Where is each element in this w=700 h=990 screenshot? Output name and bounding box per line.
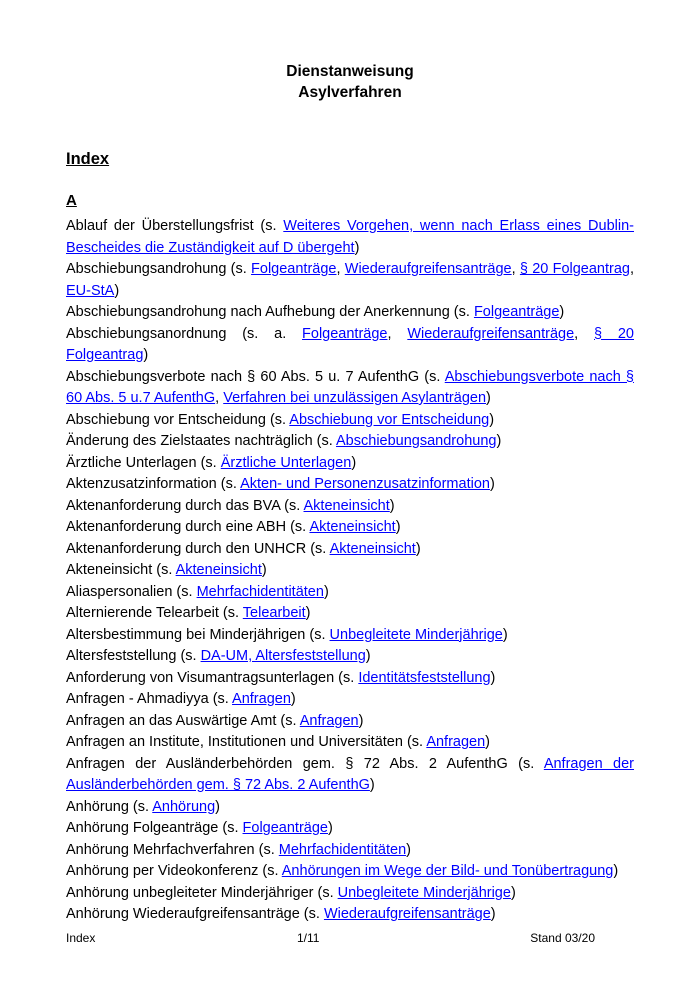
document-title-line1: Dienstanweisung bbox=[286, 63, 414, 80]
index-link[interactable]: Mehrfachidentitäten bbox=[278, 841, 407, 858]
entry-text: ) bbox=[489, 411, 495, 428]
entry-text: Anhörung Mehrfachverfahren (s. bbox=[66, 841, 279, 858]
index-link[interactable]: Abschiebung vor Entscheidung bbox=[289, 411, 490, 428]
entry-text: Aliaspersonalien (s. bbox=[66, 583, 197, 600]
index-link[interactable]: Anfragen bbox=[299, 712, 359, 729]
index-link[interactable]: Weiteres Vorgehen, wenn nach Erlass eines Dublin-Bescheides die Zuständigkeit auf D übergeht bbox=[66, 218, 634, 256]
entry-text: ) bbox=[510, 884, 516, 901]
index-link[interactable]: Anfragen bbox=[232, 691, 291, 707]
entry-text: Aktenanforderung durch das BVA (s. bbox=[66, 497, 304, 514]
index-link[interactable]: Unbegleitete Minderjährige bbox=[329, 626, 503, 643]
entry-text: Anfragen an das Auswärtige Amt (s. bbox=[66, 712, 300, 729]
index-link[interactable]: Wiederaufgreifensanträge bbox=[344, 261, 512, 277]
index-link[interactable]: Akteneinsicht bbox=[309, 519, 396, 535]
entry-text: ) bbox=[613, 863, 619, 879]
footer-section-label: Index bbox=[66, 931, 96, 945]
index-entry bbox=[66, 861, 634, 883]
entry-text: ) bbox=[389, 497, 395, 514]
entry-text: ) bbox=[261, 562, 267, 578]
index-link[interactable]: § 20 Folgeantrag bbox=[66, 325, 634, 363]
index-link[interactable]: EU-StA bbox=[66, 282, 115, 299]
page-content bbox=[66, 61, 634, 926]
index-entry bbox=[66, 410, 634, 432]
entry-text: Altersbestimmung bei Minderjährigen (s. bbox=[66, 626, 330, 643]
entry-text: ) bbox=[415, 540, 421, 557]
page-footer bbox=[66, 931, 634, 947]
entry-text: Ärztliche Unterlagen (s. bbox=[66, 454, 221, 471]
index-entry bbox=[66, 603, 634, 625]
document-title bbox=[66, 61, 634, 103]
entry-text: ) bbox=[365, 648, 371, 664]
index-link[interactable]: Akteneinsicht bbox=[175, 562, 262, 578]
entry-text: ) bbox=[323, 583, 329, 600]
entry-text: ) bbox=[327, 820, 333, 836]
entry-text: Abschiebungsandrohung (s. bbox=[66, 261, 252, 277]
index-link[interactable]: Mehrfachidentitäten bbox=[196, 583, 324, 600]
index-entries bbox=[66, 216, 634, 926]
entry-text: Anhörung (s. bbox=[66, 798, 153, 815]
entry-text: ) bbox=[358, 712, 364, 729]
entry-text: Anhörung Wiederaufgreifensanträge (s. bbox=[66, 906, 324, 922]
index-entry bbox=[66, 324, 634, 367]
index-entry bbox=[66, 732, 634, 754]
entry-text: Aktenzusatzinformation (s. bbox=[66, 476, 241, 492]
entry-text: Anhörung Folgeanträge (s. bbox=[66, 820, 243, 836]
index-link[interactable]: Akteneinsicht bbox=[303, 497, 390, 514]
entry-text: Abschiebung vor Entscheidung (s. bbox=[66, 411, 290, 428]
entry-text: ) bbox=[490, 906, 496, 922]
index-entry bbox=[66, 689, 634, 711]
index-link[interactable]: § 20 Folgeantrag bbox=[519, 261, 630, 277]
index-entry bbox=[66, 216, 634, 259]
index-entry bbox=[66, 517, 634, 539]
index-entry bbox=[66, 539, 634, 561]
index-entry bbox=[66, 582, 634, 604]
entry-text: , bbox=[574, 325, 594, 342]
index-link[interactable]: Anfragen der Ausländerbehörden gem. § 72 Abs. 2 AufenthG bbox=[66, 755, 634, 793]
index-link[interactable]: Folgeanträge bbox=[473, 304, 560, 320]
index-link[interactable]: Folgeanträge bbox=[242, 820, 328, 836]
entry-text: ) bbox=[406, 841, 411, 858]
index-link[interactable]: Akteneinsicht bbox=[329, 540, 416, 557]
entry-text: Abschiebungsandrohung nach Aufhebung der Anerkennung (s. bbox=[66, 304, 474, 320]
entry-text: ) bbox=[489, 476, 495, 492]
entry-text: Anhörung per Videokonferenz (s. bbox=[66, 863, 282, 879]
index-link[interactable]: Ärztliche Unterlagen bbox=[220, 454, 352, 471]
index-heading: Index bbox=[66, 150, 110, 168]
entry-text: ) bbox=[502, 626, 508, 643]
entry-text: ) bbox=[354, 239, 360, 256]
entry-text: Aktenanforderung durch den UNHCR (s. bbox=[66, 540, 330, 557]
index-entry bbox=[66, 840, 634, 862]
entry-text: ) bbox=[490, 669, 496, 686]
index-entry bbox=[66, 646, 634, 668]
index-entry bbox=[66, 496, 634, 518]
footer-page-number: 1/11 bbox=[297, 931, 320, 945]
entry-text: ) bbox=[369, 777, 375, 793]
entry-text: Altersfeststellung (s. bbox=[66, 648, 201, 664]
entry-text: ) bbox=[143, 347, 149, 363]
entry-text: Abschiebungsverbote nach § 60 Abs. 5 u. 7 AufenthG (s. bbox=[66, 368, 445, 385]
index-link[interactable]: Wiederaufgreifensanträge bbox=[407, 325, 575, 342]
index-entry bbox=[66, 754, 634, 797]
entry-text: ) bbox=[290, 691, 296, 707]
entry-text: Abschiebungsanordnung (s. a. bbox=[66, 325, 303, 342]
entry-text: Änderung des Zielstaates nachträglich (s. bbox=[66, 433, 337, 449]
entry-text: ) bbox=[114, 282, 120, 299]
index-link[interactable]: Anhörung bbox=[152, 798, 216, 815]
index-entry bbox=[66, 367, 634, 410]
index-entry bbox=[66, 453, 634, 475]
entry-text: , bbox=[387, 325, 408, 342]
entry-text: Ablauf der Überstellungsfrist (s. bbox=[66, 218, 284, 234]
index-entry bbox=[66, 797, 634, 819]
entry-text: Anhörung unbegleiteter Minderjähriger (s. bbox=[66, 884, 338, 901]
index-entry bbox=[66, 302, 634, 324]
entry-text: Anfragen an Institute, Institutionen und Universitäten (s. bbox=[66, 734, 427, 750]
index-link[interactable]: Anfragen bbox=[426, 734, 486, 750]
index-link[interactable]: Unbegleitete Minderjährige bbox=[337, 884, 511, 901]
entry-text: , bbox=[511, 261, 520, 277]
index-entry bbox=[66, 668, 634, 690]
index-link[interactable]: Identitätsfeststellung bbox=[358, 669, 491, 686]
entry-text: ) bbox=[496, 433, 502, 449]
document-title-line2: Asylverfahren bbox=[298, 84, 402, 101]
entry-text: Anforderung von Visumantragsunterlagen (s. bbox=[66, 669, 359, 686]
index-entry bbox=[66, 625, 634, 647]
index-entry bbox=[66, 474, 634, 496]
index-link[interactable]: Verfahren bei unzulässigen Asylanträgen bbox=[223, 390, 487, 406]
index-entry bbox=[66, 259, 634, 302]
entry-text: ) bbox=[351, 454, 357, 471]
index-entry bbox=[66, 883, 634, 905]
index-entry bbox=[66, 904, 634, 926]
index-link[interactable]: Folgeanträge bbox=[302, 325, 388, 342]
index-link[interactable]: Wiederaufgreifensanträge bbox=[323, 906, 491, 922]
index-link[interactable]: DA-UM, Altersfeststellung bbox=[200, 648, 366, 664]
index-entry bbox=[66, 431, 634, 453]
entry-text: , bbox=[629, 261, 634, 277]
entry-text: ) bbox=[559, 304, 565, 320]
entry-text: , bbox=[336, 261, 345, 277]
index-link[interactable]: Telearbeit bbox=[242, 605, 306, 621]
index-link[interactable]: Abschiebungsverbote nach § 60 Abs. 5 u.7 AufenthG bbox=[66, 368, 634, 406]
entry-text: ) bbox=[486, 390, 491, 406]
footer-version-label: Stand 03/20 bbox=[530, 931, 595, 945]
entry-text: Anfragen der Ausländerbehörden gem. § 72 Abs. 2 AufenthG (s. bbox=[66, 755, 544, 772]
index-entry bbox=[66, 560, 634, 582]
section-letter-a: A bbox=[66, 192, 77, 209]
entry-text: Anfragen - Ahmadiyya (s. bbox=[66, 691, 233, 707]
entry-text: ) bbox=[215, 798, 220, 815]
entry-text: , bbox=[215, 390, 224, 406]
index-link[interactable]: Akten- und Personenzusatzinformation bbox=[240, 476, 490, 492]
index-link[interactable]: Folgeanträge bbox=[251, 261, 337, 277]
entry-text: ) bbox=[485, 734, 491, 750]
index-link[interactable]: Anhörungen im Wege der Bild- und Tonübertragung bbox=[281, 863, 614, 879]
index-link[interactable]: Abschiebungsandrohung bbox=[336, 433, 497, 449]
entry-text: ) bbox=[305, 605, 311, 621]
entry-text: ) bbox=[395, 519, 401, 535]
index-entry bbox=[66, 711, 634, 733]
entry-text: Alternierende Telearbeit (s. bbox=[66, 605, 243, 621]
entry-text: Akteneinsicht (s. bbox=[66, 562, 176, 578]
entry-text: Aktenanforderung durch eine ABH (s. bbox=[66, 519, 310, 535]
index-entry bbox=[66, 818, 634, 840]
